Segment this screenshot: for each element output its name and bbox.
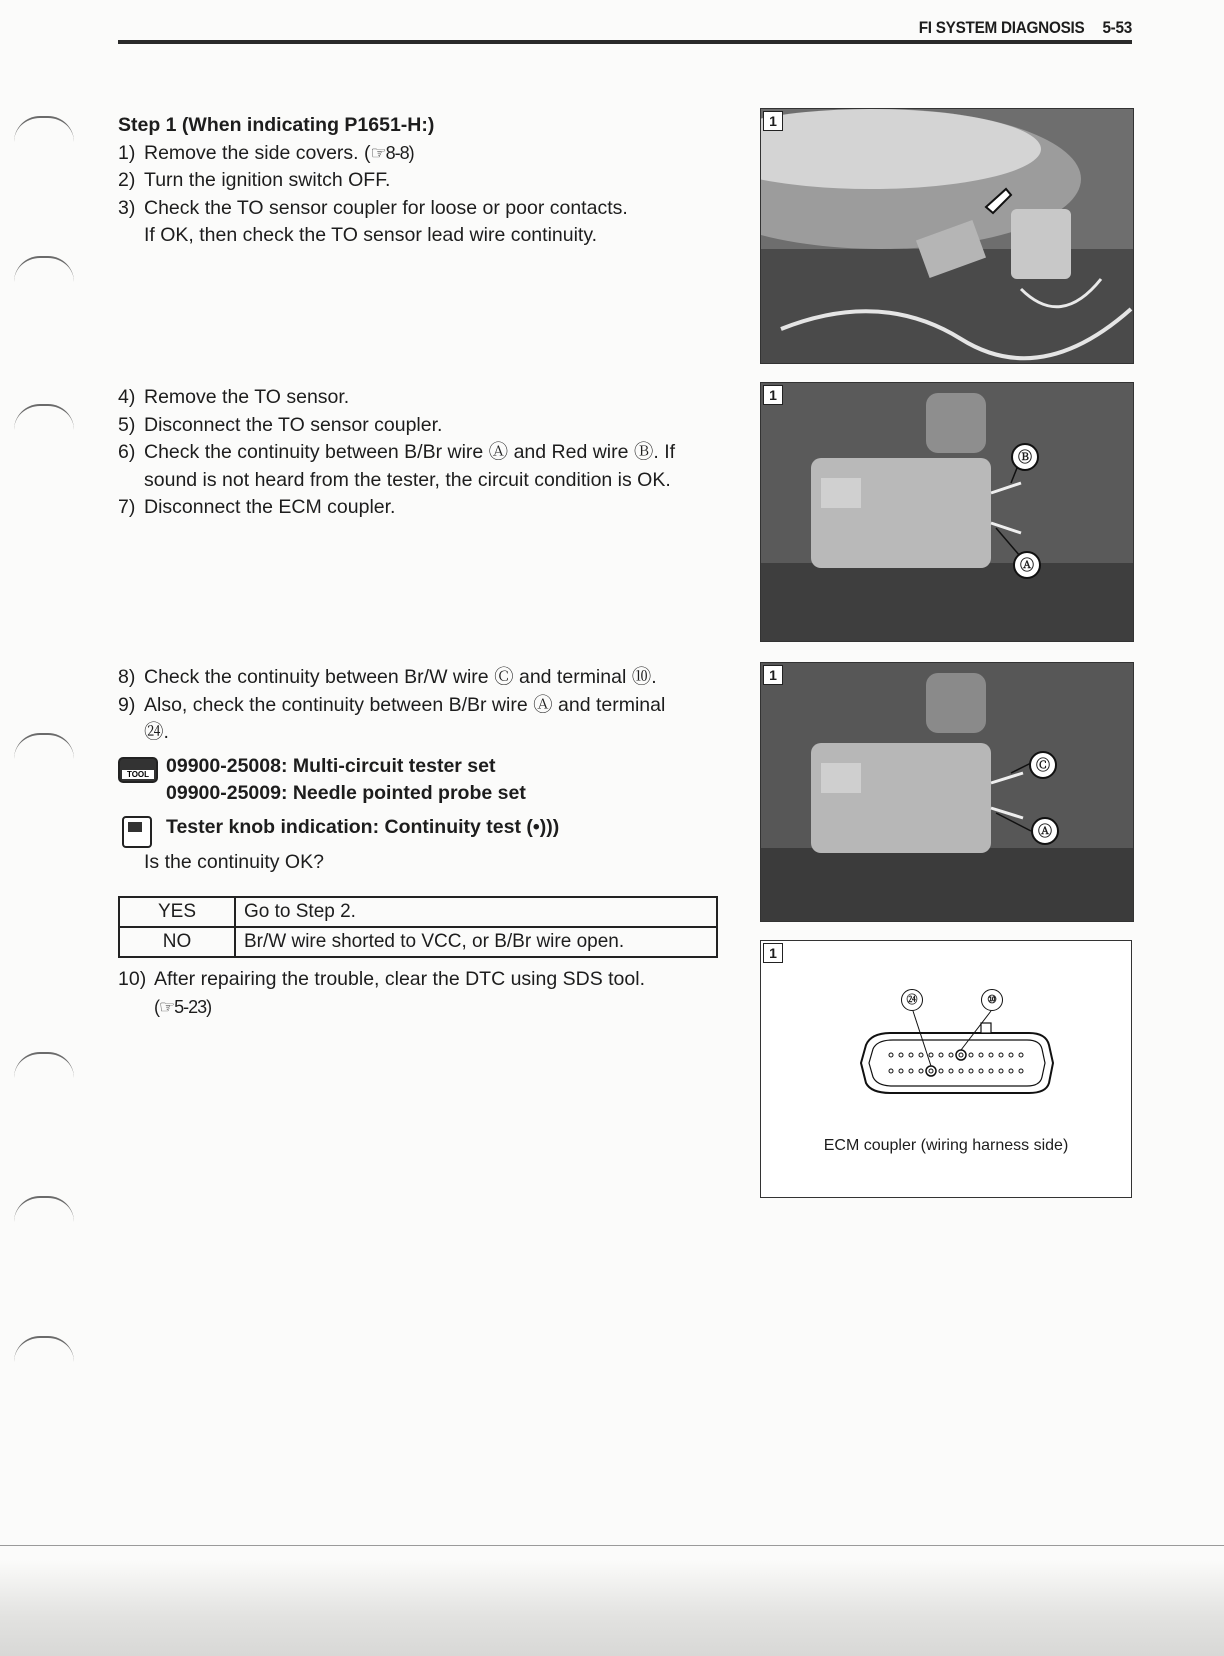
binder-hole-3	[14, 404, 74, 430]
decision-table	[118, 896, 718, 958]
tool-icon: TOOL	[118, 757, 158, 783]
terminal-10-label: ⑩	[981, 989, 1003, 1011]
page-header	[118, 14, 1132, 44]
tool-2: 09900-25009: Needle pointed probe set	[166, 782, 526, 804]
table-row	[119, 927, 717, 957]
binder-hole-2	[14, 256, 74, 282]
page-edge-shadow	[0, 1560, 1224, 1656]
coupler-drawing	[761, 941, 1131, 1141]
list-item-continuation: sound is not heard from the tester, the circuit condition is OK.	[144, 468, 671, 491]
table-cell-value: Go to Step 2.	[235, 897, 717, 927]
list-item: 9) Also, check the continuity between B/Br wire Ⓐ and terminal	[118, 693, 666, 716]
figure-label: 1	[763, 943, 783, 963]
callout-c: Ⓒ	[1029, 751, 1057, 779]
binder-hole-4	[14, 733, 74, 759]
step-block-a	[118, 112, 728, 250]
step-block-c	[118, 664, 728, 877]
step-block-d	[118, 966, 728, 1021]
photo-coupler-image	[761, 383, 1133, 641]
callout-b: Ⓑ	[1011, 443, 1039, 471]
list-item: 6) Check the continuity between B/Br wire Ⓐ and Red wire Ⓑ. If	[118, 441, 676, 463]
list-item-continuation: ㉔.	[144, 721, 169, 743]
tester-indication: Tester knob indication: Continuity test (•)))	[118, 814, 728, 842]
list-item: 4) Remove the TO sensor.	[118, 386, 350, 408]
list-item: 5) Disconnect the TO sensor coupler.	[118, 413, 443, 436]
list-item-continuation: If OK, then check the TO sensor lead wire continuity.	[144, 224, 598, 246]
callout-a: Ⓐ	[1031, 817, 1059, 845]
photo-to-sensor-coupler	[760, 108, 1134, 364]
list-item: 2) Turn the ignition switch OFF.	[118, 169, 391, 191]
photo-to-sensor-ecm-check	[760, 662, 1134, 922]
binder-hole-1	[14, 116, 74, 142]
ecm-coupler-diagram	[760, 940, 1132, 1198]
reference-link[interactable]: (☞5-23)	[154, 996, 212, 1017]
figure-label: 1	[763, 111, 783, 131]
continuity-question: Is the continuity OK?	[144, 851, 324, 873]
step-block-b	[118, 384, 728, 522]
photo-engine-image	[761, 109, 1133, 363]
list-item: 1) Remove the side covers. (☞8-8)	[118, 141, 414, 164]
list-item: 10) After repairing the trouble, clear the DTC using SDS tool.	[118, 968, 645, 990]
table-cell-value: Br/W wire shorted to VCC, or B/Br wire open.	[235, 927, 717, 957]
table-row	[119, 897, 717, 927]
figure-label: 1	[763, 665, 783, 685]
binder-hole-6	[14, 1196, 74, 1222]
figure-label: 1	[763, 385, 783, 405]
reference-link[interactable]: ☞8-8)	[370, 142, 414, 163]
list-item: 3) Check the TO sensor coupler for loose or poor contacts.	[118, 196, 628, 219]
diagram-caption: ECM coupler (wiring harness side)	[823, 1137, 1069, 1154]
special-tools	[118, 753, 728, 808]
step-title: Step 1 (When indicating P1651-H:)	[118, 114, 435, 136]
binder-hole-5	[14, 1052, 74, 1078]
table-cell-key: YES	[119, 897, 235, 927]
header-rule	[118, 40, 1132, 44]
photo-to-sensor-terminals	[760, 382, 1134, 642]
tester-icon	[122, 816, 152, 848]
page-number: 5-53	[1102, 18, 1132, 37]
terminal-24-label: ㉔	[901, 989, 923, 1011]
section-title: FI SYSTEM DIAGNOSIS	[918, 18, 1085, 37]
list-item: 7) Disconnect the ECM coupler.	[118, 496, 396, 518]
binder-hole-7	[14, 1336, 74, 1362]
table-cell-key: NO	[119, 927, 235, 957]
list-item: 8) Check the continuity between Br/W wire Ⓒ and terminal ⑩.	[118, 666, 657, 688]
tool-1: 09900-25008: Multi-circuit tester set	[166, 754, 496, 777]
photo-coupler-image	[761, 663, 1133, 921]
page-edge-line	[0, 1545, 1224, 1546]
callout-a: Ⓐ	[1013, 551, 1041, 579]
